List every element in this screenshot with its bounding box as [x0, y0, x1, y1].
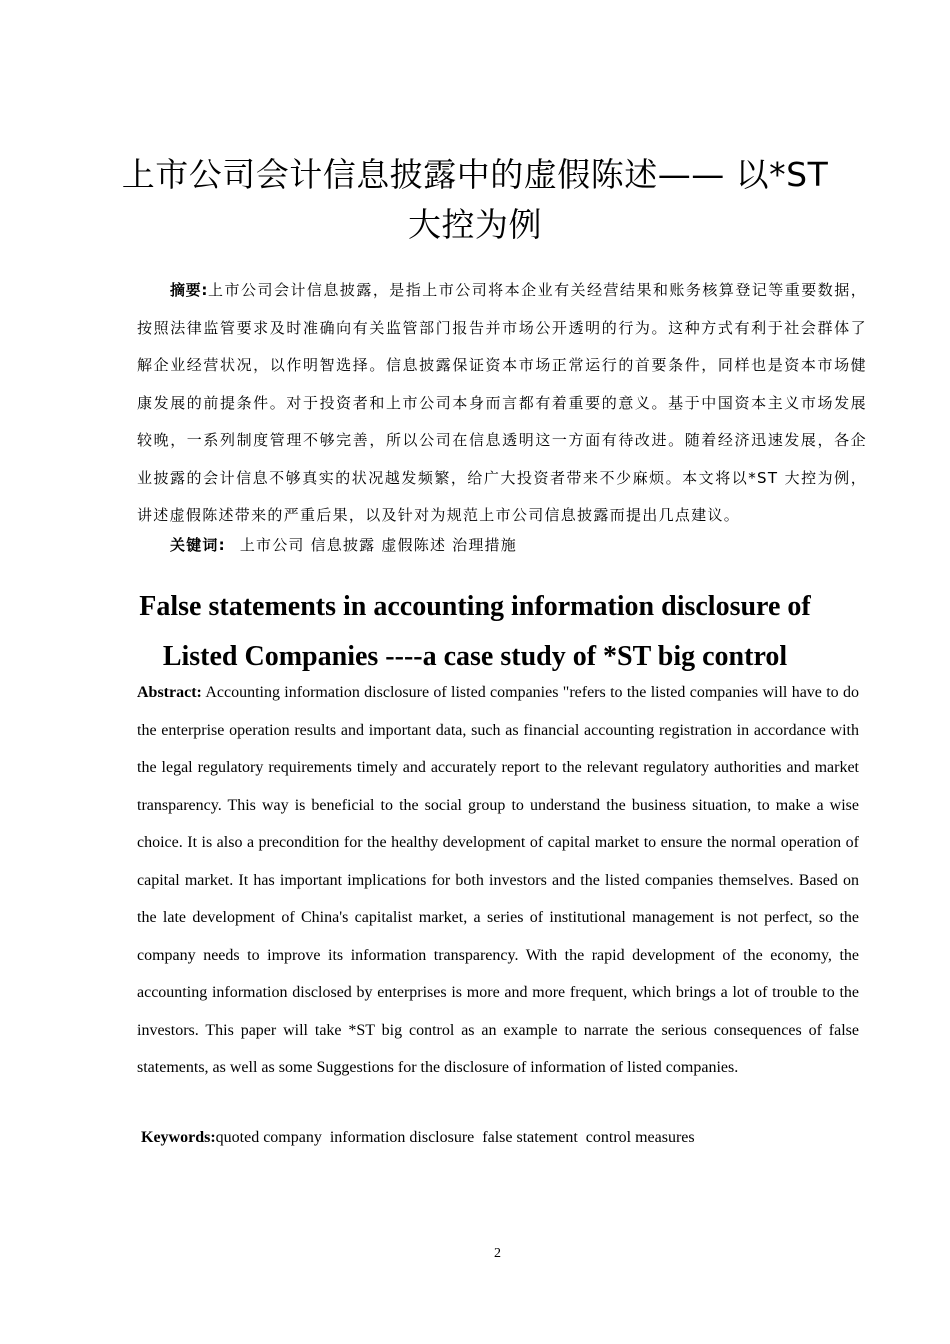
english-abstract-text: Accounting information disclosure of listed companies "refers to the listed companies will have to do the enterprise operation results and important data, such as financial accounting registration in accordance with the legal regulatory requirements timely and accurately report to the relevant regulatory authorities and market transparency. This way is beneficial to the social group to understand the business situation, to make a wise choice. It is also a precondition for the healthy development of capital market to ensure the normal operation of capital market. It has important implications for both investors and the listed companies themselves. Based on the late development of China's capitalist market, a series of institutional management is not perfect, so the company needs to improve its information transparency. With the rapid development of the economy, the accounting information disclosed by enterprises is more and more frequent, which brings a lot of trouble to the investors. This paper will take *ST big control as an example to narrate the serious consequences of false statements, as well as some Suggestions for the disclosure of information of listed companies. [137, 684, 859, 1076]
english-keywords-text: quoted company information disclosure false statement control measures [215, 1129, 695, 1146]
chinese-title: 上市公司会计信息披露中的虚假陈述—— 以*ST 大控为例 [121, 155, 829, 244]
english-abstract [137, 674, 859, 1087]
chinese-keywords-text: 上市公司 信息披露 虚假陈述 治理措施 [239, 536, 517, 554]
english-keywords [141, 1124, 695, 1152]
chinese-abstract-label: 摘要: [170, 281, 208, 299]
chinese-keywords-label: 关键词: [170, 536, 226, 554]
english-abstract-label: Abstract: [137, 684, 202, 701]
english-keywords-label: Keywords: [141, 1129, 216, 1146]
english-title: False statements in accounting information disclosure of Listed Companies ----a case study of *ST big control [139, 591, 811, 672]
chinese-abstract-text: 上市公司会计信息披露，是指上市公司将本企业有关经营结果和账务核算登记等重要数据，按照法律监管要求及时准确向有关监管部门报告并市场公开透明的行为。这种方式有利于社会群体了解企业经营状况，以作明智选择。信息披露保证资本市场正常运行的首要条件，同样也是资本市场健康发展的前提条件。对于投资者和上市公司本身而言都有着重要的意义。基于中国资本主义市场发展较晚，一系列制度管理不够完善，所以公司在信息透明这一方面有待改进。随着经济迅速发展，各企业披露的会计信息不够真实的状况越发频繁，给广大投资者带来不少麻烦。本文将以*ST 大控为例，讲述虚假陈述带来的严重后果，以及针对为规范上市公司信息披露而提出几点建议。 [137, 281, 867, 524]
page-number: 2 [494, 1246, 501, 1261]
chinese-abstract [137, 272, 867, 535]
chinese-keywords [170, 530, 517, 560]
